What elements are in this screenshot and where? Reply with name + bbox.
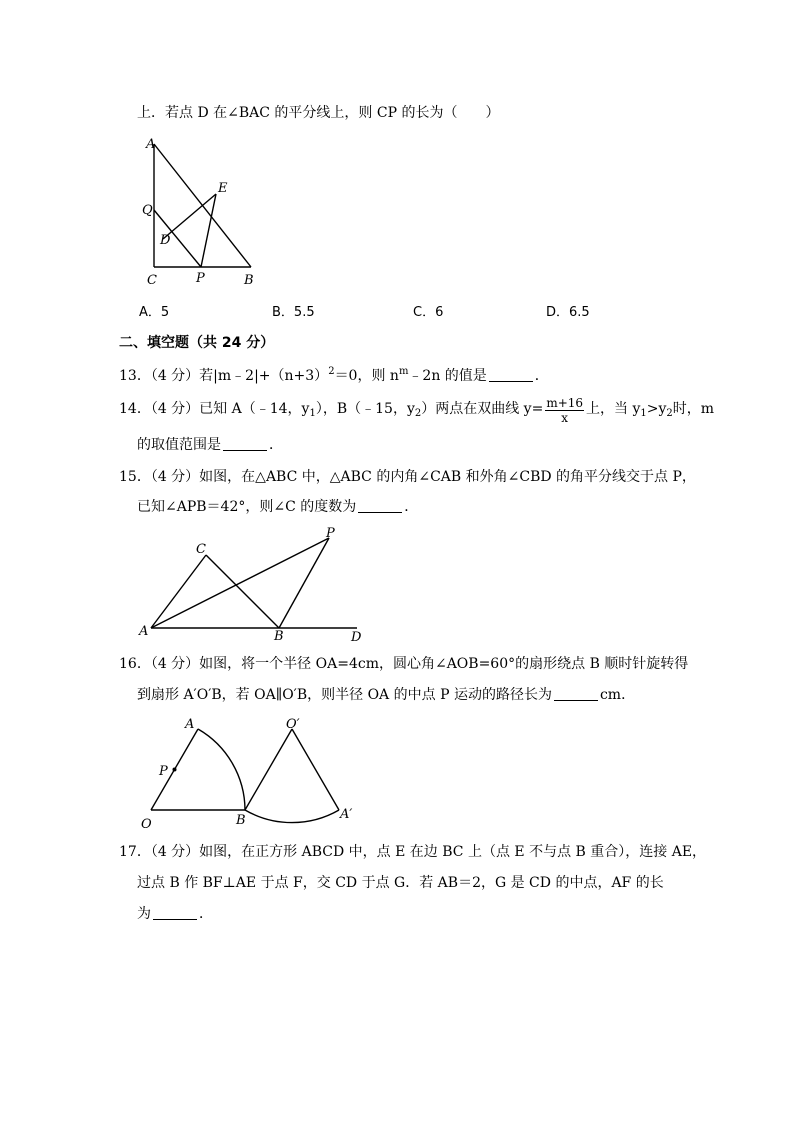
fig16-label-b: B bbox=[236, 813, 246, 828]
segment-ap bbox=[151, 538, 329, 628]
fig12-label-q: Q bbox=[142, 203, 153, 218]
fig16-label-o: O bbox=[141, 817, 152, 832]
option-c: C．6 bbox=[413, 305, 444, 320]
option-d: D．6.5 bbox=[546, 305, 590, 320]
q15-line1: 15．（4 分）如图，在△ABC 中，△ABC 的内角∠CAB 和外角∠CBD 的角平分线交于点 P， bbox=[119, 469, 696, 485]
q16-line1: 16．（4 分）如图，将一个半径 OA=4cm，圆心角∠AOB=60°的扇形绕点 B 顺时针旋转得 bbox=[119, 656, 689, 672]
fig12-label-p: P bbox=[196, 271, 205, 286]
q16-line2: 到扇形 A′O′B，若 OA∥O′B，则半径 OA 的中点 P 运动的路径长为 cm． bbox=[137, 687, 636, 703]
q14-answer-blank[interactable] bbox=[223, 436, 267, 451]
q14-line1: 14．（4 分）已知 A（﹣14，$y_1$），B（﹣15，$y_2$）两点在双曲线 y= $\frac{m+16}{x}$ 上，当 $y_1>y_2$时，m bbox=[119, 396, 715, 425]
q15-line2: 已知∠APB＝42°，则∠C 的度数为 ． bbox=[137, 499, 419, 515]
arc-ba2 bbox=[245, 810, 339, 823]
fig15-label-c: C bbox=[196, 542, 206, 557]
q17-line2: 过点 B 作 BF⊥AE 于点 F，交 CD 于点 G．若 AB＝2，G 是 CD 的中点，AF 的长 bbox=[137, 875, 664, 891]
fig16-label-a: A bbox=[185, 717, 195, 732]
fig16-label-a-prime: A′ bbox=[340, 807, 353, 822]
fig12-label-d: D bbox=[160, 233, 171, 248]
option-b: B．5.5 bbox=[272, 305, 315, 320]
fig12-label-e: E bbox=[218, 181, 228, 196]
q17-answer-blank[interactable] bbox=[153, 905, 197, 920]
segment-o2a2 bbox=[292, 729, 339, 810]
fig16-label-p: P bbox=[159, 764, 168, 779]
q15-answer-blank[interactable] bbox=[358, 498, 402, 513]
q17-line3: 为 ． bbox=[137, 906, 213, 922]
q13-text: 13．（4 分）若$|m﹣2|+(n+3)^2=0$，则 $n^m﹣2n$ 的值是 ． bbox=[119, 366, 549, 384]
fig12-label-a: A bbox=[146, 137, 156, 152]
fig15-label-p: P bbox=[326, 526, 335, 541]
hyperbola-fraction: $\frac{m+16}{x}$ bbox=[546, 396, 584, 425]
q12-figure bbox=[130, 132, 270, 292]
section-title: 二、填空题（共 24 分） bbox=[119, 335, 275, 351]
segment-bo2 bbox=[245, 729, 292, 810]
q16-figure bbox=[135, 712, 375, 837]
point-p bbox=[173, 768, 177, 772]
segment-ac bbox=[151, 555, 206, 628]
arc-ab bbox=[198, 729, 245, 810]
q12-text: 上．若点 D 在∠BAC 的平分线上，则 CP 的长为（ ） bbox=[137, 105, 500, 121]
fig15-label-d: D bbox=[351, 630, 362, 645]
fig16-label-o-prime: O′ bbox=[286, 717, 300, 732]
q17-line1: 17．（4 分）如图，在正方形 ABCD 中，点 E 在边 BC 上（点 E 不与点 B 重合），连接 AE， bbox=[119, 844, 707, 860]
q15-figure bbox=[135, 525, 375, 645]
q13-answer-blank[interactable] bbox=[489, 367, 533, 382]
fig15-label-b: B bbox=[274, 629, 284, 644]
fig12-label-b: B bbox=[244, 273, 254, 288]
option-a: A．5 bbox=[139, 305, 170, 320]
fig12-label-c: C bbox=[147, 273, 157, 288]
fig15-label-a: A bbox=[139, 624, 149, 639]
segment-cb bbox=[206, 555, 279, 628]
q14-line2: 的取值范围是 ． bbox=[137, 437, 283, 453]
segment-bp bbox=[279, 538, 329, 628]
q16-answer-blank[interactable] bbox=[554, 686, 598, 701]
